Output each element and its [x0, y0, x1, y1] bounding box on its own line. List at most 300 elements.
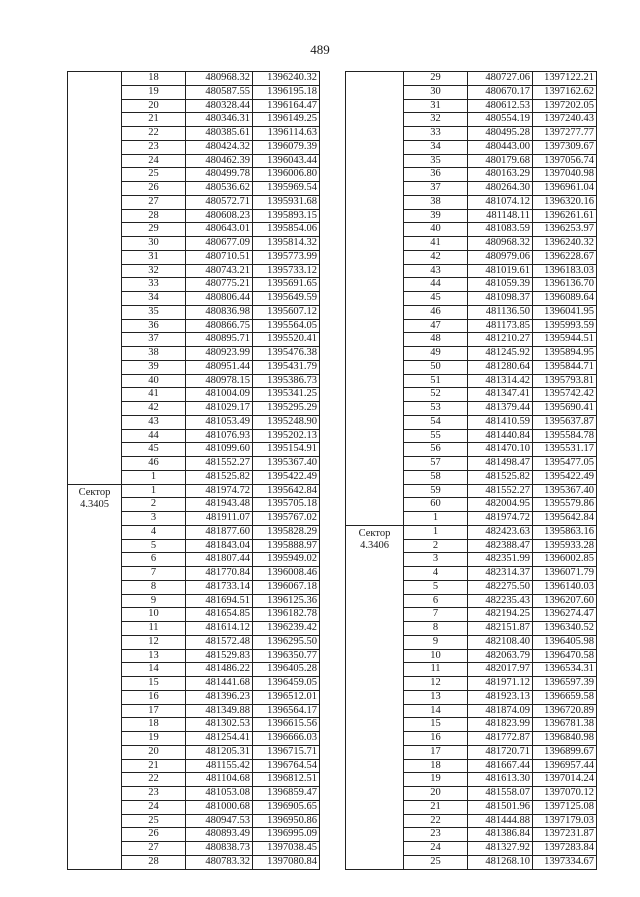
- coord-y: 1396008.46: [253, 567, 320, 581]
- point-number: 8: [404, 622, 468, 636]
- coord-x: 480710.51: [186, 250, 253, 264]
- coord-x: 480499.78: [186, 168, 253, 182]
- coord-x: 481074.12: [468, 195, 533, 209]
- coordinates-table-left: [67, 71, 320, 870]
- coord-x: 481099.60: [186, 443, 253, 457]
- coord-y: 1396261.61: [533, 209, 597, 223]
- coord-x: 481654.85: [186, 608, 253, 622]
- point-number: 41: [122, 388, 186, 402]
- coord-x: 481558.07: [468, 787, 533, 801]
- coord-x: 481053.49: [186, 415, 253, 429]
- coord-x: 481843.04: [186, 539, 253, 553]
- point-number: 24: [122, 154, 186, 168]
- coord-y: 1395531.17: [533, 443, 597, 457]
- point-number: 28: [122, 855, 186, 869]
- point-number: 46: [122, 457, 186, 471]
- point-number: 6: [404, 594, 468, 608]
- coord-x: 481572.48: [186, 635, 253, 649]
- coord-y: 1396182.78: [253, 608, 320, 622]
- coord-y: 1395894.95: [533, 347, 597, 361]
- point-number: 60: [404, 498, 468, 512]
- point-number: 24: [404, 842, 468, 856]
- coord-x: 481000.68: [186, 800, 253, 814]
- point-number: 25: [122, 814, 186, 828]
- point-number: 4: [404, 567, 468, 581]
- coord-y: 1395705.18: [253, 498, 320, 512]
- coord-x: 481347.41: [468, 388, 533, 402]
- coord-x: 481302.53: [186, 718, 253, 732]
- coord-x: 480895.71: [186, 333, 253, 347]
- coord-x: 481552.27: [186, 457, 253, 471]
- coord-x: 481552.27: [468, 484, 533, 498]
- coord-x: 480866.75: [186, 319, 253, 333]
- coord-y: 1396459.05: [253, 677, 320, 691]
- point-number: 45: [122, 443, 186, 457]
- coord-x: 481083.59: [468, 223, 533, 237]
- point-number: 32: [122, 264, 186, 278]
- coord-x: 481614.12: [186, 622, 253, 636]
- coord-x: 480612.53: [468, 99, 533, 113]
- coord-x: 480385.61: [186, 127, 253, 141]
- coord-x: 480495.28: [468, 127, 533, 141]
- coord-x: 482151.87: [468, 622, 533, 636]
- coord-x: 481613.30: [468, 773, 533, 787]
- coord-y: 1395422.49: [253, 470, 320, 484]
- coord-y: 1396239.42: [253, 622, 320, 636]
- point-number: 26: [122, 182, 186, 196]
- coord-x: 481076.93: [186, 429, 253, 443]
- point-number: 22: [404, 814, 468, 828]
- coord-x: 481059.39: [468, 278, 533, 292]
- point-number: 1: [122, 470, 186, 484]
- coord-y: 1395202.13: [253, 429, 320, 443]
- coord-y: 1396228.67: [533, 250, 597, 264]
- point-number: 32: [404, 113, 468, 127]
- coord-y: 1397014.24: [533, 773, 597, 787]
- point-number: 24: [122, 800, 186, 814]
- coord-y: 1395564.05: [253, 319, 320, 333]
- point-number: 54: [404, 415, 468, 429]
- coord-x: 481974.72: [186, 484, 253, 498]
- coord-y: 1396859.47: [253, 787, 320, 801]
- coord-x: 482108.40: [468, 635, 533, 649]
- coord-y: 1395793.81: [533, 374, 597, 388]
- coordinates-table-right: [345, 71, 597, 870]
- point-number: 21: [404, 800, 468, 814]
- coord-x: 482194.25: [468, 608, 533, 622]
- point-number: 18: [404, 759, 468, 773]
- sector-cell: [68, 72, 122, 485]
- coord-x: 480608.23: [186, 209, 253, 223]
- coord-y: 1395431.79: [253, 360, 320, 374]
- coord-y: 1396071.79: [533, 567, 597, 581]
- point-number: 5: [404, 580, 468, 594]
- point-number: 36: [122, 319, 186, 333]
- point-number: 31: [404, 99, 468, 113]
- coord-y: 1396195.18: [253, 85, 320, 99]
- sector-cell: [346, 72, 404, 526]
- coord-x: 481807.44: [186, 553, 253, 567]
- coord-x: 482063.79: [468, 649, 533, 663]
- coord-x: 480554.19: [468, 113, 533, 127]
- coord-y: 1396764.54: [253, 759, 320, 773]
- coord-y: 1395248.90: [253, 415, 320, 429]
- sector-cell: [68, 484, 122, 869]
- point-number: 14: [404, 704, 468, 718]
- coord-x: 480951.44: [186, 360, 253, 374]
- coord-x: 481501.96: [468, 800, 533, 814]
- point-number: 1: [122, 484, 186, 498]
- coord-y: 1396240.32: [533, 237, 597, 251]
- coord-x: 480424.32: [186, 140, 253, 154]
- point-number: 25: [404, 855, 468, 869]
- coord-x: 481019.61: [468, 264, 533, 278]
- coord-x: 480677.09: [186, 237, 253, 251]
- coord-y: 1397240.43: [533, 113, 597, 127]
- coord-x: 481525.82: [186, 470, 253, 484]
- point-number: 27: [122, 195, 186, 209]
- point-number: 10: [122, 608, 186, 622]
- coord-y: 1396340.52: [533, 622, 597, 636]
- coord-y: 1396405.28: [253, 663, 320, 677]
- point-number: 49: [404, 347, 468, 361]
- coord-x: 481245.92: [468, 347, 533, 361]
- coord-y: 1395154.91: [253, 443, 320, 457]
- point-number: 23: [122, 787, 186, 801]
- point-number: 7: [404, 608, 468, 622]
- coord-x: 481874.09: [468, 704, 533, 718]
- point-number: 11: [122, 622, 186, 636]
- coord-x: 480163.29: [468, 168, 533, 182]
- coord-x: 481974.72: [468, 512, 533, 526]
- coord-y: 1396957.44: [533, 759, 597, 773]
- point-number: 20: [122, 745, 186, 759]
- coord-x: 480923.99: [186, 347, 253, 361]
- point-number: 42: [404, 250, 468, 264]
- coord-x: 480536.62: [186, 182, 253, 196]
- coord-y: 1396720.89: [533, 704, 597, 718]
- coord-x: 482235.43: [468, 594, 533, 608]
- coord-x: 480836.98: [186, 305, 253, 319]
- coord-x: 482017.97: [468, 663, 533, 677]
- point-number: 38: [122, 347, 186, 361]
- coord-x: 480979.06: [468, 250, 533, 264]
- point-number: 3: [404, 553, 468, 567]
- coord-y: 1395607.12: [253, 305, 320, 319]
- point-number: 56: [404, 443, 468, 457]
- coord-y: 1396470.58: [533, 649, 597, 663]
- coord-y: 1395893.15: [253, 209, 320, 223]
- page-number: 489: [310, 42, 330, 57]
- coord-y: 1395773.99: [253, 250, 320, 264]
- coord-y: 1396615.56: [253, 718, 320, 732]
- coord-y: 1396089.64: [533, 292, 597, 306]
- coord-y: 1395341.25: [253, 388, 320, 402]
- coord-y: 1396666.03: [253, 732, 320, 746]
- coord-x: 481470.10: [468, 443, 533, 457]
- coord-x: 480346.31: [186, 113, 253, 127]
- coord-x: 480968.32: [186, 72, 253, 86]
- coord-x: 481440.84: [468, 429, 533, 443]
- point-number: 31: [122, 250, 186, 264]
- point-number: 13: [122, 649, 186, 663]
- coord-y: 1397122.21: [533, 72, 597, 86]
- point-number: 11: [404, 663, 468, 677]
- coord-x: 480775.21: [186, 278, 253, 292]
- point-number: 44: [404, 278, 468, 292]
- coord-x: 480587.55: [186, 85, 253, 99]
- coord-x: 481410.59: [468, 415, 533, 429]
- coord-y: 1395969.54: [253, 182, 320, 196]
- point-number: 27: [122, 842, 186, 856]
- coord-y: 1397125.08: [533, 800, 597, 814]
- point-number: 9: [122, 594, 186, 608]
- coord-x: 481314.42: [468, 374, 533, 388]
- coord-y: 1395477.05: [533, 457, 597, 471]
- point-number: 43: [122, 415, 186, 429]
- coord-x: 481098.37: [468, 292, 533, 306]
- coord-y: 1397179.03: [533, 814, 597, 828]
- coord-x: 481823.99: [468, 718, 533, 732]
- coord-y: 1395637.87: [533, 415, 597, 429]
- coord-x: 480643.01: [186, 223, 253, 237]
- coord-y: 1397283.84: [533, 842, 597, 856]
- coord-y: 1395422.49: [533, 470, 597, 484]
- coord-y: 1395386.73: [253, 374, 320, 388]
- point-number: 43: [404, 264, 468, 278]
- point-number: 8: [122, 580, 186, 594]
- coord-y: 1396320.16: [533, 195, 597, 209]
- sector-code: 4.3405: [80, 499, 109, 511]
- coord-x: 480743.21: [186, 264, 253, 278]
- coord-x: 480179.68: [468, 154, 533, 168]
- point-number: 35: [122, 305, 186, 319]
- coord-x: 481911.07: [186, 512, 253, 526]
- coord-x: 480968.32: [468, 237, 533, 251]
- coord-y: 1396125.36: [253, 594, 320, 608]
- coord-y: 1396905.65: [253, 800, 320, 814]
- point-number: 21: [122, 113, 186, 127]
- coord-x: 481386.84: [468, 828, 533, 842]
- coord-x: 481943.48: [186, 498, 253, 512]
- coord-x: 481720.71: [468, 745, 533, 759]
- coord-x: 482351.99: [468, 553, 533, 567]
- coord-x: 480443.00: [468, 140, 533, 154]
- coord-x: 482004.95: [468, 498, 533, 512]
- point-number: 22: [122, 773, 186, 787]
- point-number: 45: [404, 292, 468, 306]
- coord-y: 1397309.67: [533, 140, 597, 154]
- point-number: 15: [122, 677, 186, 691]
- coord-x: 480806.44: [186, 292, 253, 306]
- point-number: 58: [404, 470, 468, 484]
- point-number: 19: [404, 773, 468, 787]
- point-number: 20: [122, 99, 186, 113]
- point-number: 3: [122, 512, 186, 526]
- coord-y: 1397277.77: [533, 127, 597, 141]
- coord-y: 1395476.38: [253, 347, 320, 361]
- point-number: 36: [404, 168, 468, 182]
- coord-x: 480978.15: [186, 374, 253, 388]
- coord-x: 481268.10: [468, 855, 533, 869]
- coord-x: 481349.88: [186, 704, 253, 718]
- coord-y: 1396164.47: [253, 99, 320, 113]
- coord-y: 1396812.51: [253, 773, 320, 787]
- coord-x: 481441.68: [186, 677, 253, 691]
- point-number: 37: [122, 333, 186, 347]
- coord-y: 1395367.40: [533, 484, 597, 498]
- coord-y: 1395814.32: [253, 237, 320, 251]
- coord-y: 1395933.28: [533, 539, 597, 553]
- point-number: 23: [404, 828, 468, 842]
- coord-x: 481148.11: [468, 209, 533, 223]
- point-number: 48: [404, 333, 468, 347]
- coord-x: 482314.37: [468, 567, 533, 581]
- coord-y: 1396114.63: [253, 127, 320, 141]
- coord-x: 482423.63: [468, 525, 533, 539]
- point-number: 22: [122, 127, 186, 141]
- coord-y: 1396961.04: [533, 182, 597, 196]
- coord-x: 482275.50: [468, 580, 533, 594]
- coord-y: 1397040.98: [533, 168, 597, 182]
- coord-y: 1395579.86: [533, 498, 597, 512]
- point-number: 20: [404, 787, 468, 801]
- coord-x: 481444.88: [468, 814, 533, 828]
- point-number: 21: [122, 759, 186, 773]
- coord-y: 1395733.12: [253, 264, 320, 278]
- coord-y: 1396253.97: [533, 223, 597, 237]
- coord-y: 1395828.29: [253, 525, 320, 539]
- coord-y: 1395690.41: [533, 402, 597, 416]
- coord-y: 1395649.59: [253, 292, 320, 306]
- coord-x: 481210.27: [468, 333, 533, 347]
- coord-x: 481280.64: [468, 360, 533, 374]
- point-number: 17: [122, 704, 186, 718]
- coord-x: 481529.83: [186, 649, 253, 663]
- point-number: 33: [404, 127, 468, 141]
- coord-x: 481877.60: [186, 525, 253, 539]
- coord-x: 481205.31: [186, 745, 253, 759]
- coord-y: 1395295.29: [253, 402, 320, 416]
- coord-y: 1396207.60: [533, 594, 597, 608]
- coord-y: 1395863.16: [533, 525, 597, 539]
- coord-x: 481104.68: [186, 773, 253, 787]
- coord-y: 1396950.86: [253, 814, 320, 828]
- coord-y: 1395642.84: [533, 512, 597, 526]
- coord-y: 1396140.03: [533, 580, 597, 594]
- coord-y: 1397056.74: [533, 154, 597, 168]
- point-number: 39: [404, 209, 468, 223]
- sector-label: Сектор: [358, 527, 391, 539]
- coord-y: 1396597.39: [533, 677, 597, 691]
- point-number: 40: [122, 374, 186, 388]
- coord-x: 481053.08: [186, 787, 253, 801]
- coord-y: 1397334.67: [533, 855, 597, 869]
- coord-y: 1397231.87: [533, 828, 597, 842]
- coord-y: 1395931.68: [253, 195, 320, 209]
- coord-y: 1397162.62: [533, 85, 597, 99]
- coord-y: 1396659.58: [533, 690, 597, 704]
- point-number: 44: [122, 429, 186, 443]
- coord-x: 481327.92: [468, 842, 533, 856]
- coord-y: 1395742.42: [533, 388, 597, 402]
- coord-y: 1395520.41: [253, 333, 320, 347]
- coord-y: 1397202.05: [533, 99, 597, 113]
- point-number: 12: [404, 677, 468, 691]
- point-number: 16: [122, 690, 186, 704]
- coord-y: 1396350.77: [253, 649, 320, 663]
- point-number: 57: [404, 457, 468, 471]
- point-number: 28: [122, 209, 186, 223]
- point-number: 16: [404, 732, 468, 746]
- coord-y: 1395367.40: [253, 457, 320, 471]
- coord-y: 1395888.97: [253, 539, 320, 553]
- coord-y: 1396564.17: [253, 704, 320, 718]
- coord-x: 482388.47: [468, 539, 533, 553]
- coord-y: 1396405.98: [533, 635, 597, 649]
- coord-y: 1395844.71: [533, 360, 597, 374]
- point-number: 9: [404, 635, 468, 649]
- point-number: 52: [404, 388, 468, 402]
- point-number: 14: [122, 663, 186, 677]
- point-number: 7: [122, 567, 186, 581]
- coord-x: 481136.50: [468, 305, 533, 319]
- coord-x: 480783.32: [186, 855, 253, 869]
- coord-x: 481733.14: [186, 580, 253, 594]
- point-number: 37: [404, 182, 468, 196]
- point-number: 25: [122, 168, 186, 182]
- coord-x: 481971.12: [468, 677, 533, 691]
- coord-x: 481004.09: [186, 388, 253, 402]
- point-number: 23: [122, 140, 186, 154]
- coord-y: 1395767.02: [253, 512, 320, 526]
- coord-y: 1395691.65: [253, 278, 320, 292]
- point-number: 39: [122, 360, 186, 374]
- point-number: 1: [404, 525, 468, 539]
- point-number: 53: [404, 402, 468, 416]
- table-row: [68, 72, 320, 86]
- coord-y: 1395993.59: [533, 319, 597, 333]
- coord-y: 1396002.85: [533, 553, 597, 567]
- point-number: 13: [404, 690, 468, 704]
- coord-y: 1396183.03: [533, 264, 597, 278]
- point-number: 34: [122, 292, 186, 306]
- point-number: 55: [404, 429, 468, 443]
- coord-y: 1396067.18: [253, 580, 320, 594]
- point-number: 19: [122, 85, 186, 99]
- coord-x: 481379.44: [468, 402, 533, 416]
- coord-x: 481486.22: [186, 663, 253, 677]
- coord-y: 1397070.12: [533, 787, 597, 801]
- point-number: 26: [122, 828, 186, 842]
- coord-x: 480572.71: [186, 195, 253, 209]
- coord-y: 1396006.80: [253, 168, 320, 182]
- coord-x: 480727.06: [468, 72, 533, 86]
- coord-y: 1396149.25: [253, 113, 320, 127]
- coord-x: 480462.39: [186, 154, 253, 168]
- coord-x: 480670.17: [468, 85, 533, 99]
- coord-x: 481772.87: [468, 732, 533, 746]
- point-number: 38: [404, 195, 468, 209]
- coord-y: 1395949.02: [253, 553, 320, 567]
- coord-y: 1396995.09: [253, 828, 320, 842]
- point-number: 34: [404, 140, 468, 154]
- coord-y: 1396043.44: [253, 154, 320, 168]
- coord-y: 1395642.84: [253, 484, 320, 498]
- point-number: 19: [122, 732, 186, 746]
- point-number: 59: [404, 484, 468, 498]
- point-number: 6: [122, 553, 186, 567]
